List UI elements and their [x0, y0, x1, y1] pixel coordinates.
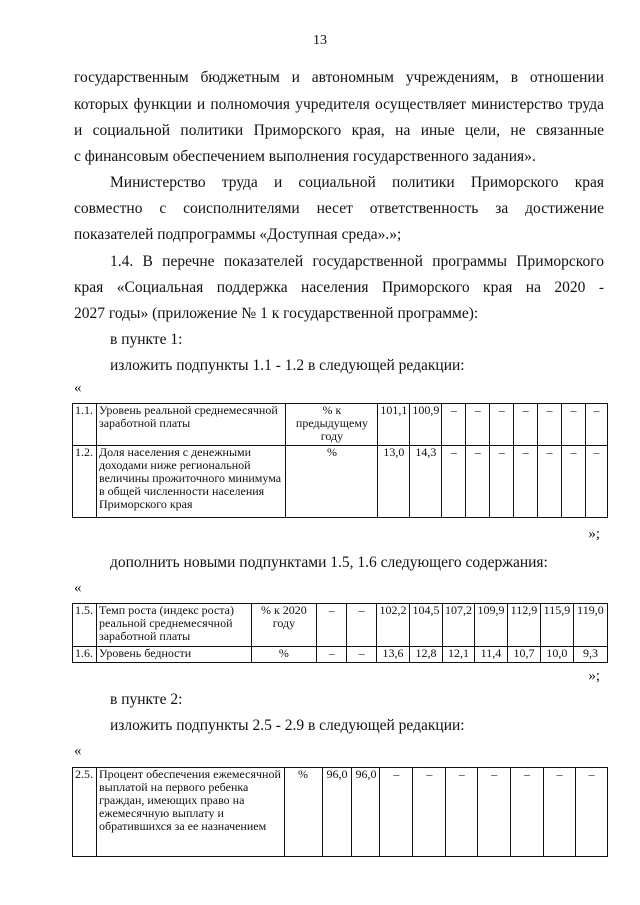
- table-row: [73, 768, 608, 857]
- row-value: –: [478, 768, 511, 857]
- row-value: –: [317, 604, 347, 647]
- row-value: –: [514, 404, 538, 446]
- para1-line-3: и социальной политики Приморского края, на иные цели, не связанные: [74, 122, 604, 139]
- para2-line-1: Министерство труда и социальной политики Приморского края: [110, 174, 604, 191]
- row-value: 96,0: [352, 768, 380, 857]
- instr2-text: дополнить новыми подпунктами 1.5, 1.6 следующего содержания:: [110, 554, 548, 571]
- instr1-text: изложить подпункты 1.1 - 1.2 в следующей редакции:: [110, 357, 465, 374]
- open-quote-3: «: [74, 743, 82, 759]
- para1-line-4: с финансовым обеспечением выполнения государственного задания».: [74, 148, 536, 165]
- table-3: [72, 767, 608, 857]
- open-quote-1: «: [74, 380, 82, 396]
- para1-line-2: которых функции и полномочия учредителя осуществляет министерство труда: [74, 96, 604, 113]
- table-row: [73, 446, 608, 518]
- row-value: 104,5: [409, 604, 442, 647]
- row-value: –: [538, 404, 562, 446]
- table-1: [72, 403, 608, 518]
- table-row: [73, 647, 608, 663]
- item2-text: в пункте 2:: [110, 691, 183, 708]
- row-number: 2.5.: [73, 768, 97, 857]
- row-indicator-name: Уровень реальной среднемесячной заработной платы: [96, 404, 286, 446]
- instr3-text: изложить подпункты 2.5 - 2.9 в следующей редакции:: [110, 717, 465, 734]
- row-value: 102,2: [377, 604, 410, 647]
- para3-line-2: края «Социальная поддержка населения Приморского края на 2020 -: [74, 279, 604, 296]
- para3-line-1: 1.4. В перечне показателей государственной программы Приморского: [110, 253, 604, 270]
- row-unit: %: [286, 446, 378, 518]
- row-value: –: [544, 768, 576, 857]
- row-value: –: [585, 404, 607, 446]
- row-value: –: [347, 647, 377, 663]
- para2-line-2: совместно с соисполнителями несет ответственность за достижение: [74, 200, 604, 217]
- row-unit: % к предыдущему году: [286, 404, 378, 446]
- row-value: 10,0: [540, 647, 573, 663]
- para2-line-3: показателей подпрограммы «Доступная среда».»;: [74, 226, 402, 243]
- page-number: 13: [313, 33, 327, 48]
- table-row: [73, 604, 608, 647]
- row-value: –: [511, 768, 544, 857]
- row-value: –: [562, 404, 586, 446]
- row-value: 13,0: [378, 446, 410, 518]
- row-value: 101,1: [378, 404, 410, 446]
- row-value: 100,9: [410, 404, 442, 446]
- row-value: –: [514, 446, 538, 518]
- open-quote-2: «: [74, 580, 82, 596]
- row-value: –: [490, 404, 514, 446]
- row-value: –: [380, 768, 413, 857]
- row-value: 9,3: [573, 647, 607, 663]
- row-value: –: [347, 604, 377, 647]
- row-number: 1.5.: [73, 604, 97, 647]
- item1-text: в пункте 1:: [110, 331, 183, 348]
- row-indicator-name: Темп роста (индекс роста) реальной среднемесячной заработной платы: [96, 604, 251, 647]
- row-value: –: [538, 446, 562, 518]
- row-number: 1.2.: [73, 446, 97, 518]
- row-value: –: [576, 768, 608, 857]
- row-unit: %: [251, 647, 317, 663]
- row-value: 10,7: [507, 647, 540, 663]
- row-value: 119,0: [573, 604, 607, 647]
- row-value: 12,8: [409, 647, 442, 663]
- row-indicator-name: Доля населения с денежными доходами ниже региональной величины прожиточного минимума в общей численности населения Приморского края: [96, 446, 286, 518]
- row-value: –: [466, 404, 490, 446]
- row-value: –: [442, 446, 466, 518]
- row-value: –: [446, 768, 478, 857]
- row-unit: % к 2020 году: [251, 604, 317, 647]
- row-value: 96,0: [322, 768, 352, 857]
- row-value: 13,6: [377, 647, 410, 663]
- table-2: [72, 603, 608, 663]
- row-value: –: [413, 768, 446, 857]
- row-value: –: [466, 446, 490, 518]
- row-indicator-name: Процент обеспечения ежемесячной выплатой на первого ребенка граждан, имеющих право на ежемесячную выплату и обратившихся за ее назначением: [96, 768, 284, 857]
- row-indicator-name: Уровень бедности: [96, 647, 251, 663]
- row-value: 109,9: [474, 604, 507, 647]
- row-number: 1.6.: [73, 647, 97, 663]
- para3-line-3: 2027 годы» (приложение № 1 к государственной программе):: [74, 305, 479, 322]
- row-value: –: [562, 446, 586, 518]
- row-value: 115,9: [540, 604, 573, 647]
- close-quote-1: »;: [588, 526, 600, 542]
- close-quote-2: »;: [588, 668, 600, 684]
- para1-line-1: государственным бюджетным и автономным учреждениям, в отношении: [74, 69, 604, 86]
- row-value: 12,1: [442, 647, 474, 663]
- row-value: –: [490, 446, 514, 518]
- row-value: –: [317, 647, 347, 663]
- row-value: 112,9: [507, 604, 540, 647]
- row-number: 1.1.: [73, 404, 97, 446]
- row-value: –: [585, 446, 607, 518]
- row-value: 14,3: [410, 446, 442, 518]
- row-value: 11,4: [474, 647, 507, 663]
- row-value: 107,2: [442, 604, 474, 647]
- row-value: –: [442, 404, 466, 446]
- table-row: [73, 404, 608, 446]
- row-unit: %: [284, 768, 322, 857]
